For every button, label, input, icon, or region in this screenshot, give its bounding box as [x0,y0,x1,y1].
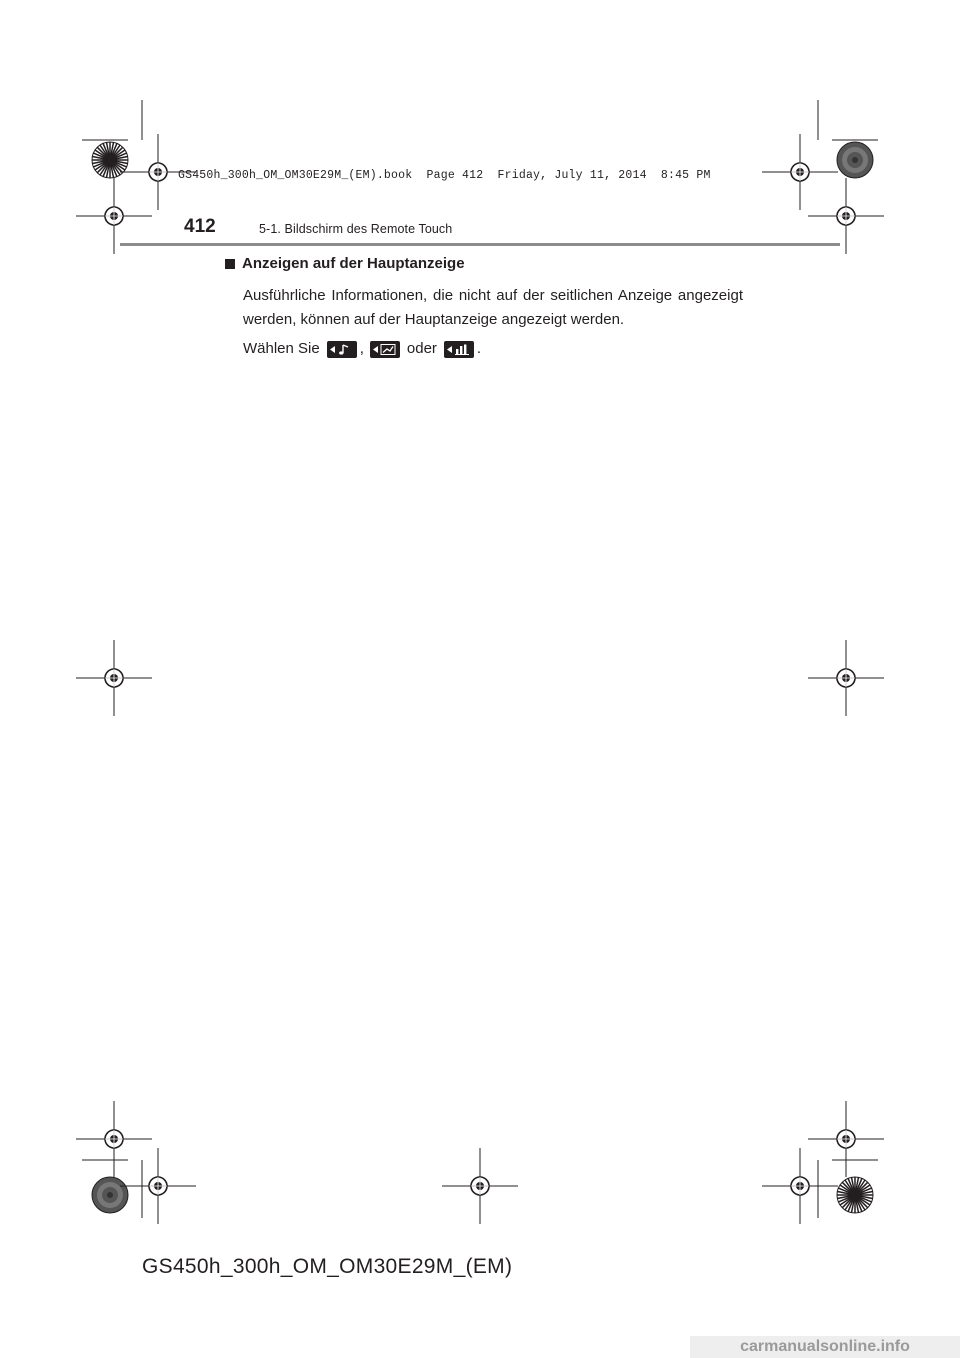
instruction-separator: , [359,340,364,357]
square-bullet-icon [225,259,235,269]
section-heading-text: Anzeigen auf der Hauptanzeige [242,255,465,272]
information-side-display-icon [444,341,474,358]
instruction-paragraph [243,337,743,361]
instruction-or: oder [406,340,437,357]
audio-side-display-icon [327,341,357,358]
description-line-2: werden, können auf der Hauptanzeige angezeigt werden. [243,311,625,328]
instruction-prefix: Wählen Sie [243,340,320,357]
header-rule [120,243,840,246]
description-line-1: Ausführliche Informationen, die nicht auf der seitlichen Anzeige angezeigt [243,287,743,304]
section-heading [225,255,465,272]
site-watermark: carmanualsonline.info [690,1336,960,1358]
print-info-line: GS450h_300h_OM_OM30E29M_(EM).book Page 412 Friday, July 11, 2014 8:45 PM [178,169,711,182]
description-paragraph [243,284,743,332]
navigation-side-display-icon [370,341,400,358]
section-title: 5-1. Bildschirm des Remote Touch [259,222,453,236]
footer-document-code: GS450h_300h_OM_OM30E29M_(EM) [142,1255,513,1278]
instruction-end: . [476,340,482,357]
page-number: 412 [184,216,216,237]
